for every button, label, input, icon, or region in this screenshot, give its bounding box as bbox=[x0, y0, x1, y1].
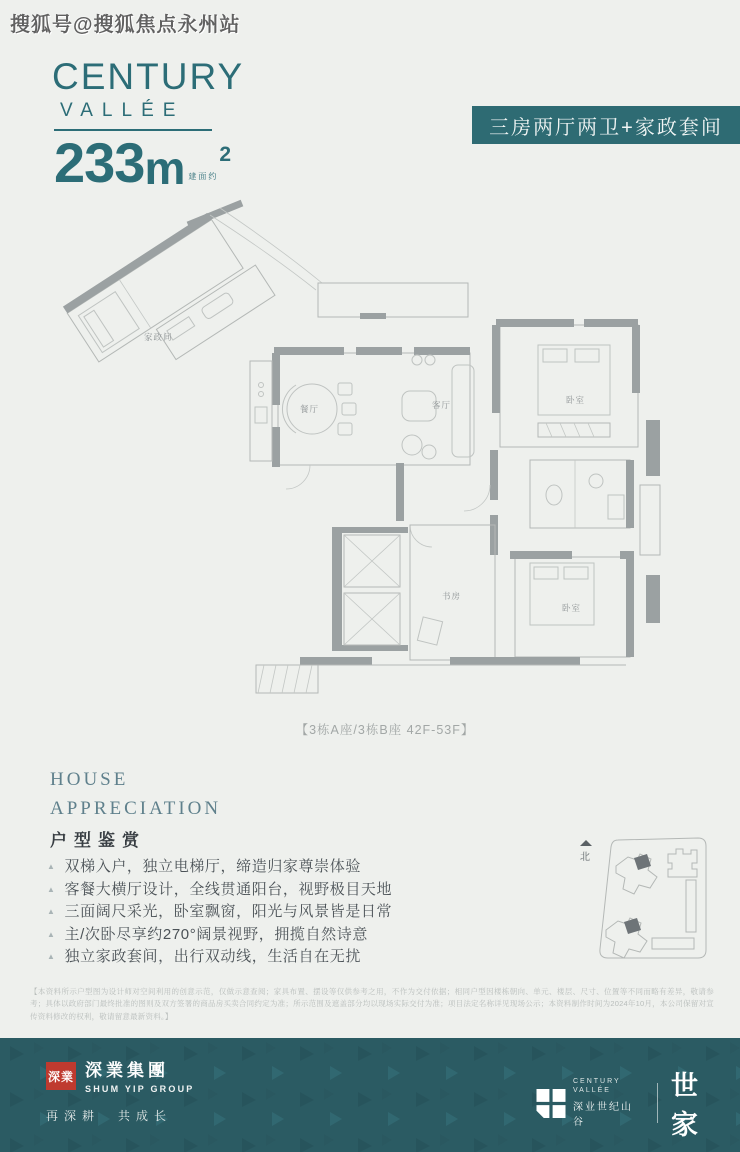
disclaimer-text: 【本资料所示户型图为设计师对空间利用的创意示范，仅做示意查阅；家具布置、摆设等仅供参考之用，不作为交付依据；相同户型因楼栋朝向、单元、楼层、尺寸、位置等不同而略有差异，敬请参考；具体以政府部门最终批准的图则及双方签署的商品房买卖合同约定为准；所示范围及遮盖部分均以现场实际交付为准；项目法定名称详见现场公示；本资料制作时间为2024年10月，本公司保留对宣传资料修改的权利，敬请留意最新资料。】 bbox=[30, 987, 714, 1021]
appreciation-title-en bbox=[50, 765, 221, 824]
area-superscript: 2 bbox=[219, 143, 232, 166]
north-label: 北 bbox=[580, 852, 590, 863]
footer-band bbox=[0, 1038, 740, 1152]
century-vallee-mark-icon bbox=[536, 1089, 566, 1118]
selling-point bbox=[47, 946, 392, 969]
project-logo bbox=[52, 56, 245, 194]
logo-line2: VALLÉE bbox=[60, 100, 185, 121]
footer-left-logo bbox=[46, 1062, 194, 1124]
highlighted-building-1 bbox=[616, 854, 657, 894]
selling-point-text: 三面阔尺采光，卧室飘窗，阳光与风景皆是日常 bbox=[64, 903, 393, 920]
brand-en-line2: VALLÉE bbox=[573, 1086, 611, 1094]
appreciation-title-en-line2: APPRECIATION bbox=[50, 798, 222, 820]
bullet-triangle-icon: ▲ bbox=[47, 884, 56, 894]
appreciation-title-en-line1: HOUSE bbox=[50, 769, 129, 790]
selling-point bbox=[47, 924, 392, 947]
selling-point-text: 双梯入户，独立电梯厅，缔造归家尊崇体验 bbox=[64, 858, 361, 875]
bullet-triangle-icon: ▲ bbox=[47, 907, 56, 916]
room-label-bedroom-bottom: 卧室 bbox=[562, 603, 582, 613]
site-plan bbox=[572, 830, 722, 970]
room-label-bedroom-top: 卧室 bbox=[566, 395, 586, 405]
bullet-triangle-icon: ▲ bbox=[47, 952, 56, 961]
brand-cn: 深业世纪山谷 bbox=[573, 1102, 633, 1129]
shumyip-name-en: SHUM YIP GROUP bbox=[85, 1083, 195, 1094]
room-label-dining: 餐厅 bbox=[300, 404, 320, 414]
brand-suffix: 世家 bbox=[670, 1071, 706, 1140]
room-label-housekeeping: 家政间 bbox=[144, 332, 173, 342]
appreciation-title-cn: 户型鉴赏 bbox=[50, 831, 146, 850]
site-plan-svg bbox=[572, 830, 722, 970]
selling-point-text: 客餐大横厅设计，全线贯通阳台，视野极目天地 bbox=[64, 880, 393, 898]
selling-point bbox=[47, 856, 392, 879]
floor-plan-caption: 【3栋A座/3栋B座 42F-53F】 bbox=[295, 723, 475, 737]
area-unit: m bbox=[144, 142, 186, 194]
brand-en-line1: CENTURY bbox=[573, 1077, 621, 1085]
selling-point-text: 独立家政套间，出行双动线，生活自在无扰 bbox=[64, 948, 361, 965]
shumyip-seal-icon: 深業 bbox=[46, 1062, 76, 1090]
floor-plan-svg bbox=[60, 195, 690, 725]
elevator-shafts bbox=[332, 527, 408, 651]
footer-divider bbox=[657, 1083, 658, 1123]
footer-right-logo bbox=[536, 1064, 740, 1142]
footer-slogan: 再深耕 共成长 bbox=[46, 1108, 173, 1123]
highlighted-building-2 bbox=[606, 918, 647, 958]
housekeeping-wing bbox=[63, 206, 275, 395]
area-value: 233 bbox=[54, 131, 145, 194]
stairs-hatch bbox=[256, 665, 318, 693]
shumyip-name-cn: 深業集團 bbox=[85, 1061, 169, 1080]
wardrobe-hatch bbox=[538, 423, 610, 437]
bullet-triangle-icon: ▲ bbox=[47, 862, 56, 871]
north-arrow-icon bbox=[580, 840, 592, 846]
selling-point bbox=[47, 879, 392, 902]
bullet-triangle-icon: ▲ bbox=[47, 929, 56, 939]
selling-point bbox=[47, 901, 392, 924]
area-figure bbox=[54, 131, 244, 194]
selling-point-text: 主/次卧尽享约270°阔景视野，拥揽自然诗意 bbox=[64, 925, 368, 943]
selling-points-list bbox=[47, 856, 392, 969]
room-label-living: 客厅 bbox=[432, 400, 452, 410]
floor-plan bbox=[60, 195, 690, 725]
logo-line1: CENTURY bbox=[52, 56, 245, 97]
unit-type-badge: 三房两厅两卫+家政套间 bbox=[472, 106, 740, 144]
room-label-study: 书房 bbox=[442, 591, 462, 601]
area-note: 建面约 bbox=[188, 172, 219, 181]
watermark-text: 搜狐号@搜狐焦点永州站 bbox=[10, 14, 241, 36]
